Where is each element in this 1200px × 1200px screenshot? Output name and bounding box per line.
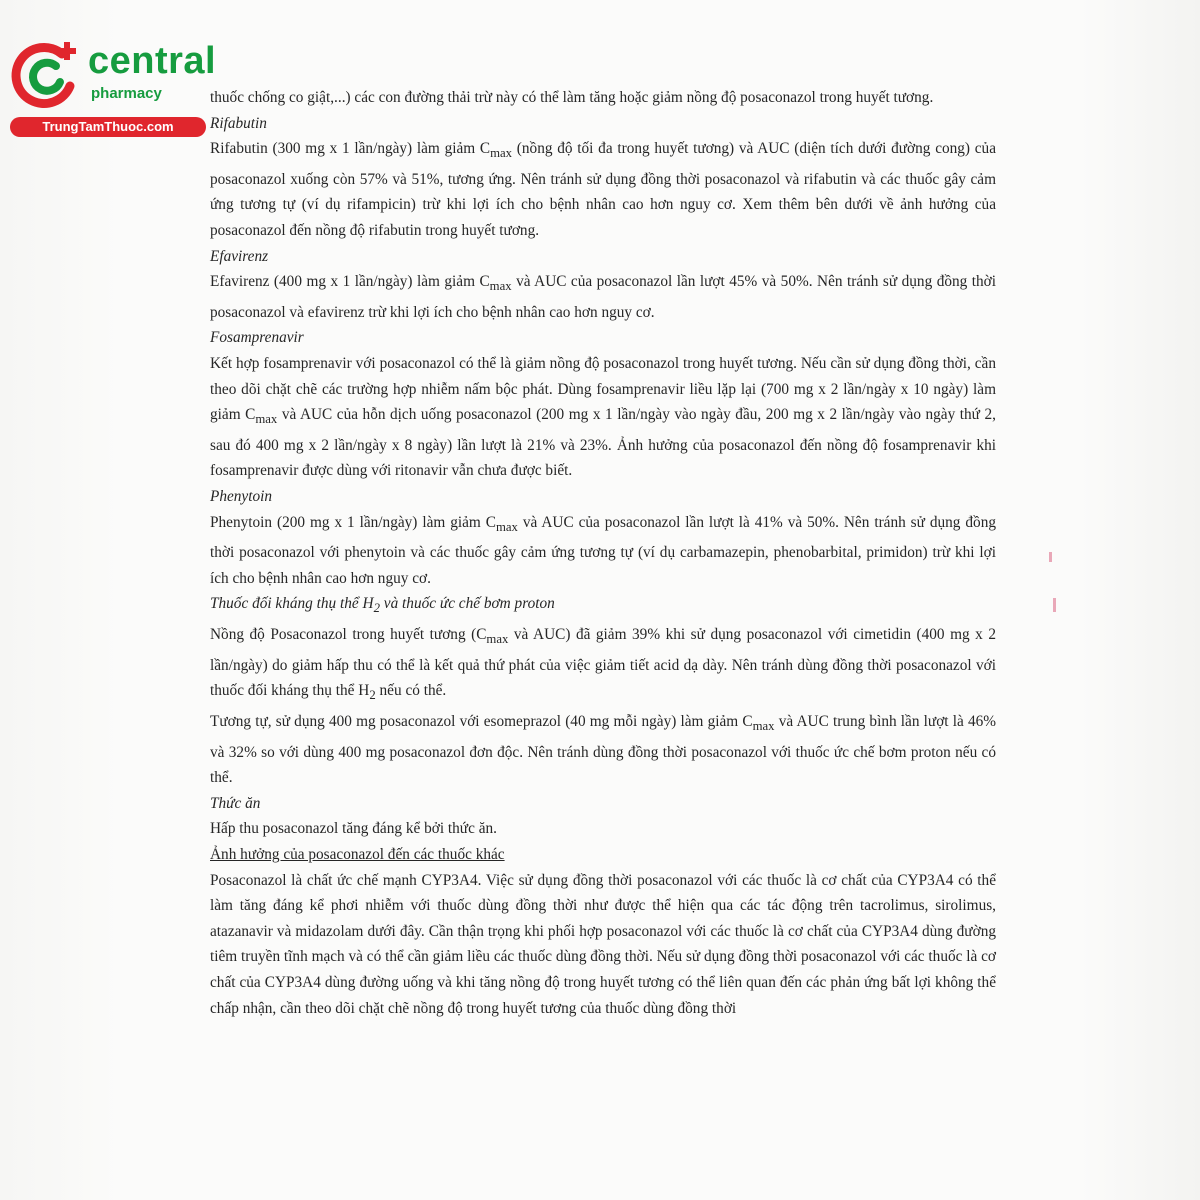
paragraph-esomeprazol: Tương tự, sử dụng 400 mg posaconazol với esomeprazol (40 mg mỗi ngày) làm giảm $C_{max}$ và AUC trung bình lần lượt là 46% và 32% so với dùng 400 mg posaconazol đơn độc. Nên tránh dùng đồng thời posaconazol với thuốc ức chế bơm proton nếu có thể. [210,712,996,787]
section-heading-effects-on-other-drugs: Ảnh hưởng của posaconazol đến các thuốc khác [210,846,505,863]
paragraph-efavirenz: Efavirenz (400 mg x 1 lần/ngày) làm giảm $C_{max}$ và AUC của posaconazol lần lượt 45% và 50%. Nên tránh sử dụng đồng thời posaconazol và efavirenz trừ khi lợi ích cho bệnh nhân cao hơn nguy cơ. [210,273,996,321]
section-heading-rifabutin: Rifabutin [210,114,267,132]
pharmacy-cross-icon [8,36,84,112]
paragraph-rifabutin: Rifabutin (300 mg x 1 lần/ngày) làm giảm $C_{max}$ (nồng độ tối đa trong huyết tương) và AUC (diện tích dưới đường cong) của posaconazol xuống còn 57% và 51%, tương ứng. Nên tránh sử dụng đồng thời posaconazol và rifabutin và các thuốc gây cảm ứng tương tự (ví dụ rifampicin) trừ khi lợi ích cho bệnh nhân cao hơn nguy cơ. Xem thêm bên dưới về ảnh hưởng của posaconazol đến nồng độ rifabutin trong huyết tương. [210,140,996,240]
section-heading-h2-antagonists: Thuốc đối kháng thụ thể $H_2$ và thuốc ức chế bơm proton [210,595,555,616]
side-mark [1053,598,1056,612]
brand-name: central [88,40,217,82]
paragraph-food: Hấp thu posaconazol tăng đáng kể bởi thức ăn. [210,820,497,838]
brand-subtitle: pharmacy [91,85,162,102]
paragraph-phenytoin: Phenytoin (200 mg x 1 lần/ngày) làm giảm $C_{max}$ và AUC của posaconazol lần lượt là 41% và 50%. Nên tránh sử dụng đồng thời posaconazol với phenytoin và các thuốc gây cảm ứng tương tự (ví dụ carbamazepin, phenobarbital, primidon) trừ khi lợi ích cho bệnh nhân cao hơn nguy cơ. [210,513,996,587]
document-body [210,85,996,1021]
section-heading-fosamprenavir: Fosamprenavir [210,329,304,347]
section-heading-food: Thức ăn [210,794,261,812]
brand-logo[interactable] [0,0,230,150]
section-heading-efavirenz: Efavirenz [210,247,269,265]
paragraph-h2-antagonists: Nồng độ Posaconazol trong huyết tương ($C_{max}$ và AUC) đã giảm 39% khi sử dụng posaconazol với cimetidin (400 mg x 2 lần/ngày) do giảm hấp thu có thể là kết quả thứ phát của việc giảm tiết acid dạ dày. Nên tránh dùng đồng thời posaconazol với thuốc đối kháng thụ thể $H_2$ nếu có thể. [210,626,996,703]
paragraph-fosamprenavir: Kết hợp fosamprenavir với posaconazol có thể là giảm nồng độ posaconazol trong huyết tương. Nếu cần sử dụng đồng thời, cần theo dõi chặt chẽ các trường hợp nhiễm nấm bộc phát. Dùng fosamprenavir liều lặp lại (700 mg x 2 lần/ngày x 10 ngày) làm giảm $C_{max}$ và AUC của hỗn dịch uống posaconazol (200 mg x 1 lần/ngày vào ngày đầu, 200 mg x 2 lần/ngày vào ngày thứ 2, sau đó 400 mg x 2 lần/ngày x 8 ngày) lần lượt là 21% và 23%. Ảnh hưởng của posaconazol đến nồng độ fosamprenavir khi fosamprenavir được dùng với ritonavir vẫn chưa được biết. [210,355,996,480]
paragraph: thuốc chống co giật,...) các con đường thải trừ này có thể làm tăng hoặc giảm nồng độ posaconazol trong huyết tương. [210,89,934,106]
paragraph-cyp3a4: Posaconazol là chất ức chế mạnh CYP3A4. Việc sử dụng đồng thời posaconazol với các thuốc là cơ chất của CYP3A4 có thể làm tăng đáng kể phơi nhiễm với thuốc dùng đồng thời như được thể hiện qua các tác động trên tacrolimus, sirolimus, atazanavir và midazolam dưới đây. Cần thận trọng khi phối hợp posaconazol với các thuốc là cơ chất của CYP3A4 dùng đường tiêm truyền tĩnh mạch và có thể cần giảm liều các thuốc dùng đồng thời. Nếu sử dụng đồng thời posaconazol với các thuốc là cơ chất của CYP3A4 dùng đường uống và khi tăng nồng độ trong huyết tương có thể liên quan đến các phản ứng bất lợi không thể chấp nhận, cần theo dõi chặt chẽ nồng độ trong huyết tương của thuốc dùng đồng thời [210,871,996,1017]
brand-url-badge[interactable]: TrungTamThuoc.com [10,117,206,137]
section-heading-phenytoin: Phenytoin [210,488,273,506]
side-mark [1049,552,1052,562]
